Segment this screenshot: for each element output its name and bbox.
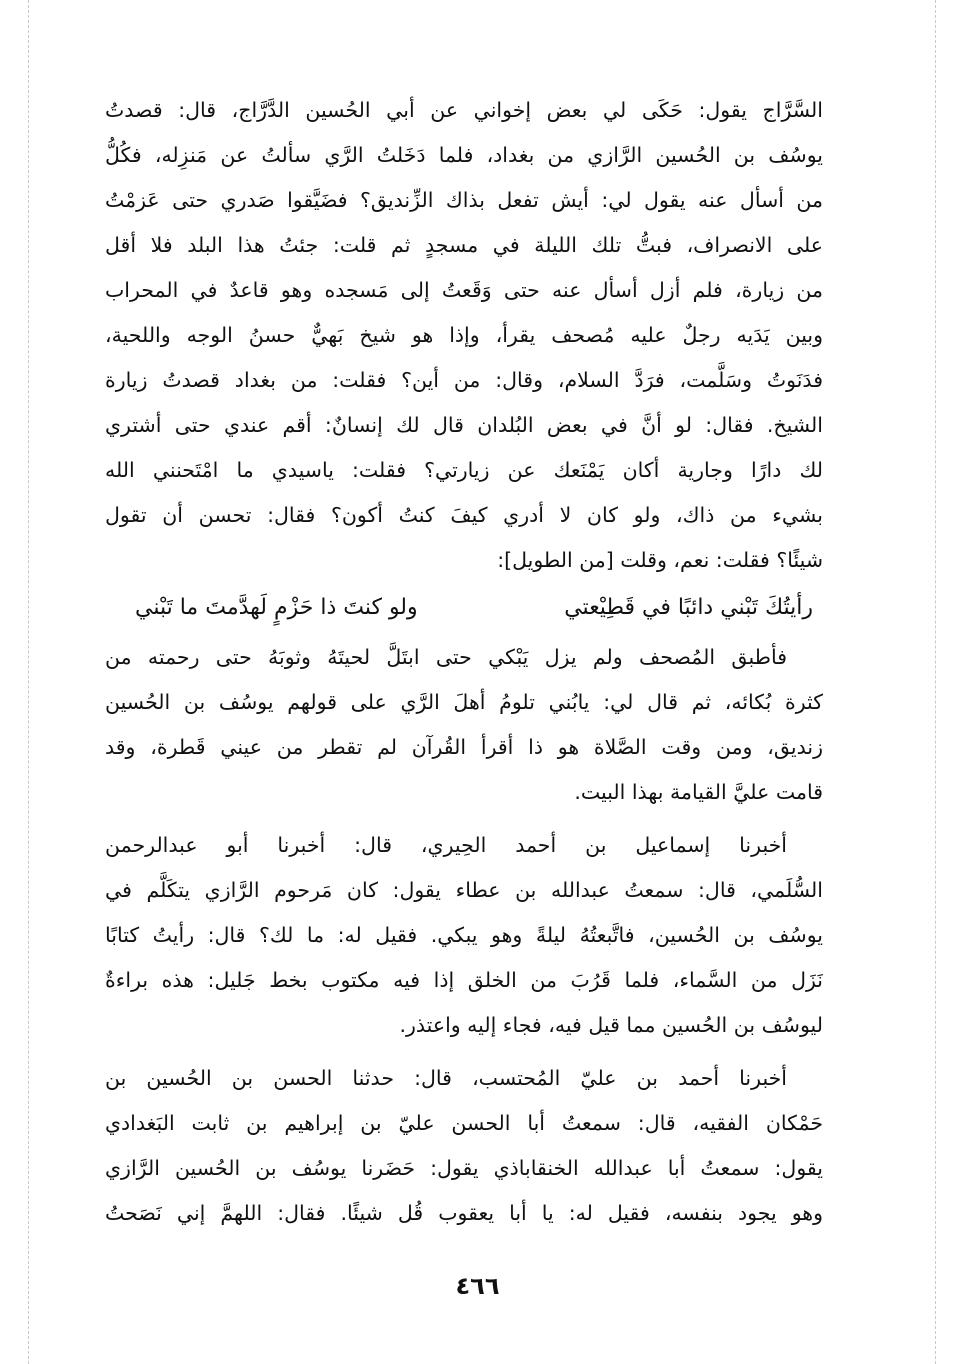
paragraph-3 bbox=[105, 823, 823, 1048]
text-line: السَّرَّاج يقول: حَكَى لي بعض إخواني عن أبي الحُسين الدَّرَّاج، قال: قصدتُ bbox=[105, 98, 823, 122]
text-line: نَزَل من السَّماء، فلما قَرُبَ من الخلق إذا فيه مكتوب بخط جَليل: هذه براءةٌ bbox=[105, 968, 823, 992]
text-line: وبين يَدَيه رجلٌ عليه مُصحف يقرأ، وإذا هو شيخ بَهيٌّ حسنُ الوجه واللحية، bbox=[105, 323, 823, 347]
text-line: قامت عليَّ القيامة بهذا البيت. bbox=[574, 780, 823, 804]
text-line: الشيخ. فقال: لو أنَّ في بعض البُلدان قال لك إنسانٌ: أقم عندي حتى أشتري bbox=[105, 413, 823, 437]
text-line: وهو يجود بنفسه، فقيل له: يا أبا يعقوب قُل شيئًا. فقال: اللهمَّ إني نَصَحتُ bbox=[105, 1201, 823, 1225]
text-line: يوسُف بن الحُسين، فاتَّبعتُهُ ليلةً وهو يبكي. فقيل له: ما لك؟ قال: رأيتُ كتابًا bbox=[105, 923, 823, 947]
text-line: فأطبق المُصحف ولم يزل يَبْكي حتى ابتَلَّ لحيتَهُ وثوبَهُ حتى رحمته من bbox=[105, 645, 787, 669]
text-line: من زيارة، فلم أزل أسأل عنه حتى وَقَعتُ إلى مَسجده وهو قاعدٌ في المحراب bbox=[105, 278, 823, 302]
text-line: كثرة بُكائه، ثم قال لي: يابُني تلومُ أهلَ الرَّي على قولهم يوسُف بن الحُسين bbox=[105, 690, 823, 714]
verse-right-hemistich: رأيتُكَ تَبْني دائبًا في قَطِيْعتي bbox=[564, 595, 813, 620]
text-line: أخبرنا أحمد بن عليّ المُحتسب، قال: حدثنا الحسن بن الحُسين بن bbox=[105, 1066, 787, 1090]
poetry-verse bbox=[105, 585, 823, 631]
text-line: فدَنَوتُ وسَلَّمت، فرَدَّ السلام، وقال: من أين؟ فقلت: من بغداد قصدتُ زيارة bbox=[105, 368, 823, 392]
text-line: أخبرنا إسماعيل بن أحمد الحِيري، قال: أخبرنا أبو عبدالرحمن bbox=[105, 833, 787, 857]
page-edge-right bbox=[935, 0, 936, 1364]
paragraph-1 bbox=[105, 88, 823, 583]
text-line: لك دارًا وجارية أكان يَمْنَعك عن زيارتي؟ فقلت: ياسيدي ما امْتَحنني الله bbox=[105, 458, 823, 482]
paragraph-4 bbox=[105, 1056, 823, 1236]
page-number: ٤٦٦ bbox=[455, 1272, 500, 1300]
text-line: شيئًا؟ فقلت: نعم، وقلت [من الطويل]: bbox=[497, 548, 823, 572]
paragraph-2 bbox=[105, 635, 823, 815]
page-body bbox=[105, 88, 823, 1236]
text-line: على الانصراف، فبتُّ تلك الليلة في مسجدٍ ثم قلت: جئتُ هذا البلد فلا أقل bbox=[105, 233, 823, 257]
verse-left-hemistich: ولو كنتَ ذا حَزْمٍ لَهدَّمتَ ما تَبْني bbox=[135, 595, 418, 620]
text-line: حَمْكان الفقيه، قال: سمعتُ أبا الحسن عليّ بن إبراهيم بن ثابت البَغدادي bbox=[105, 1111, 823, 1135]
text-line: يقول: سمعتُ أبا عبدالله الخنقاباذي يقول: حَضَرنا يوسُف بن الحُسين الرَّازي bbox=[105, 1156, 823, 1180]
text-line: من أسأل عنه يقول لي: أيش تفعل بذاك الزِّنديق؟ فضَيَّقوا صَدري حتى عَزمْتُ bbox=[105, 188, 823, 212]
page-edge-left bbox=[28, 0, 29, 1364]
text-line: زنديق، ومن وقت الصَّلاة هو ذا أقرأ القُرآن لم تقطر من عيني قَطرة، وقد bbox=[105, 735, 823, 759]
text-line: بشيء من ذاك، ولو كان لا أدري كيفَ كنتُ أكون؟ فقال: تحسن أن تقول bbox=[105, 503, 823, 527]
text-line: يوسُف بن الحُسين الرَّازي من بغداد، فلما دَخَلتُ الرَّي سألتُ عن مَنزِله، فكُلُّ bbox=[105, 143, 823, 167]
text-line: ليوسُف بن الحُسين مما قيل فيه، فجاء إليه واعتذر. bbox=[399, 1013, 823, 1037]
text-line: السُّلَمي، قال: سمعتُ عبدالله بن عطاء يقول: كان مَرحوم الرَّازي يتكَلَّم في bbox=[105, 878, 823, 902]
